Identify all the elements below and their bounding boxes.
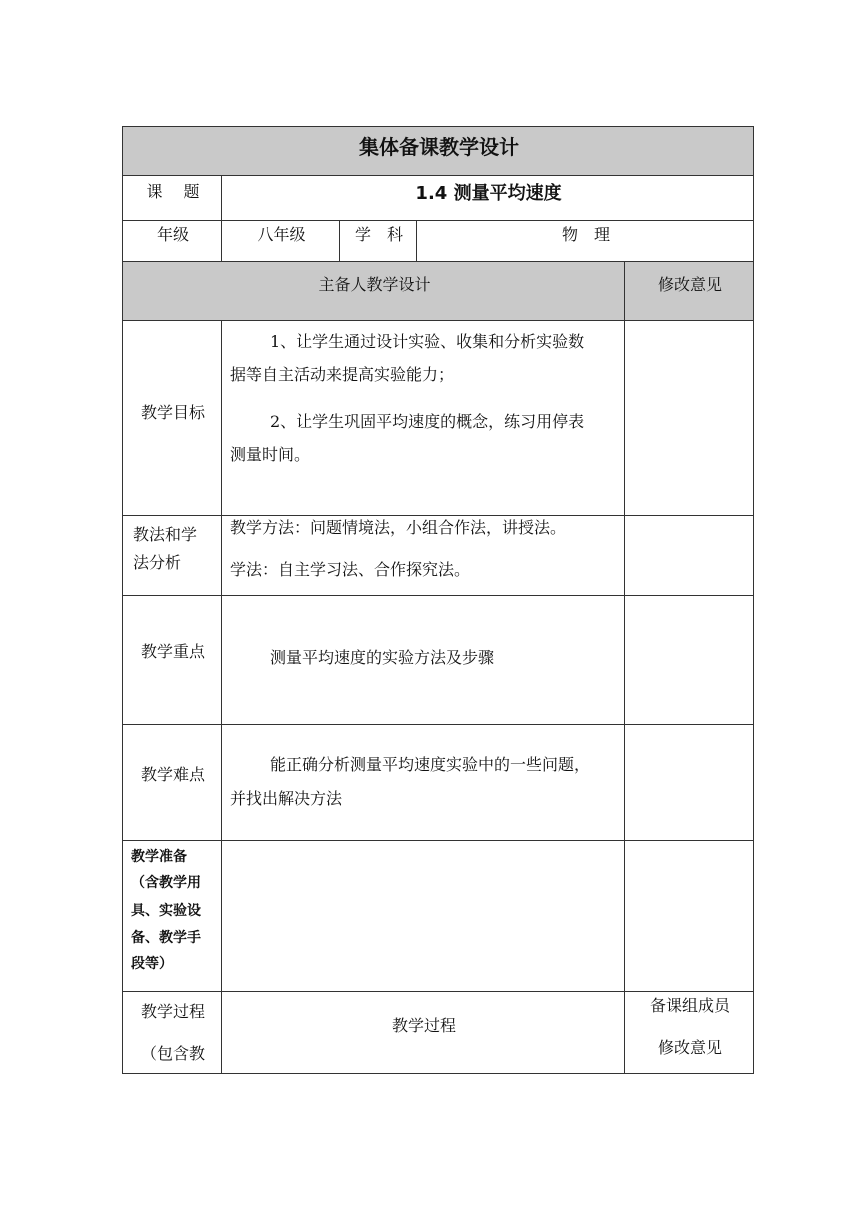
grade-label-cell xyxy=(122,220,222,262)
difficulty-revise-cell xyxy=(624,724,754,841)
difficulty-line-2: 并找出解决方法 xyxy=(230,789,343,808)
preparation-label-line-4: 备、教学手 xyxy=(131,930,201,946)
grade-value: 八年级 xyxy=(257,225,306,244)
methods-revise-cell xyxy=(624,515,754,596)
page-title: 集体备课教学设计 xyxy=(359,135,519,159)
subject-label-cell xyxy=(339,220,417,262)
main-design-header xyxy=(122,261,625,321)
lesson-plan-table xyxy=(122,126,754,1074)
objective-1-line-1: 1、让学生通过设计实验、收集和分析实验数 xyxy=(270,332,585,351)
objectives-label-cell xyxy=(122,320,222,516)
preparation-revise-cell xyxy=(624,840,754,992)
objective-1-line-2: 据等自主活动来提高实验能力； xyxy=(230,365,455,384)
key-point-revise-cell xyxy=(624,595,754,725)
objective-2-line-1: 2、让学生巩固平均速度的概念，练习用停表 xyxy=(270,412,585,431)
difficulty-line-1: 能正确分析测量平均速度实验中的一些问题， xyxy=(270,755,591,774)
key-point-text: 测量平均速度的实验方法及步骤 xyxy=(270,648,495,667)
difficulty-label-cell xyxy=(122,724,222,841)
process-revise-cell xyxy=(624,991,754,1074)
process-label-line-2: （包含教 xyxy=(140,1044,205,1063)
objectives-content-cell xyxy=(221,320,625,516)
process-content-cell xyxy=(221,991,625,1074)
difficulty-content-cell xyxy=(221,724,625,841)
lesson-label: 课 题 xyxy=(146,182,200,201)
revise-header xyxy=(624,261,754,321)
methods-label-cell xyxy=(122,515,222,596)
difficulty-label: 教学难点 xyxy=(140,765,205,784)
process-label-cell xyxy=(122,991,222,1074)
subject-value-cell xyxy=(416,220,754,262)
process-center-label: 教学过程 xyxy=(391,1016,456,1035)
grade-value-cell xyxy=(221,220,340,262)
methods-label-line-2: 法分析 xyxy=(133,553,182,572)
title-row xyxy=(122,126,754,176)
grade-label: 年级 xyxy=(156,225,189,244)
lesson-value-cell xyxy=(221,175,754,221)
revise-label: 修改意见 xyxy=(657,275,722,294)
objectives-label: 教学目标 xyxy=(140,403,205,422)
key-point-content-cell xyxy=(221,595,625,725)
key-point-label: 教学重点 xyxy=(140,642,205,661)
lesson-label-cell xyxy=(122,175,222,221)
subject-value: 物 理 xyxy=(561,225,610,244)
preparation-label-line-3: 具、实验设 xyxy=(131,903,201,919)
objectives-revise-cell xyxy=(624,320,754,516)
lesson-title: 1.4 测量平均速度 xyxy=(415,183,562,204)
teaching-methods: 教学方法：问题情境法，小组合作法，讲授法。 xyxy=(230,518,567,537)
methods-label-line-1: 教法和学 xyxy=(133,525,198,544)
preparation-label-line-5: 段等） xyxy=(131,956,173,972)
objective-2-line-2: 测量时间。 xyxy=(230,445,311,464)
preparation-label-line-2: （含教学用 xyxy=(131,875,201,891)
subject-label: 学 科 xyxy=(354,225,403,244)
member-label-line-1: 备课组成员 xyxy=(649,996,730,1015)
learning-methods: 学法：自主学习法、合作探究法。 xyxy=(230,560,471,579)
process-label-line-1: 教学过程 xyxy=(140,1002,205,1021)
preparation-label-cell xyxy=(122,840,222,992)
member-label-line-2: 修改意见 xyxy=(657,1038,722,1057)
main-design-label: 主备人教学设计 xyxy=(318,275,431,294)
preparation-content-cell xyxy=(221,840,625,992)
methods-content-cell xyxy=(221,515,625,596)
key-point-label-cell xyxy=(122,595,222,725)
preparation-label-line-1: 教学准备 xyxy=(131,849,187,865)
